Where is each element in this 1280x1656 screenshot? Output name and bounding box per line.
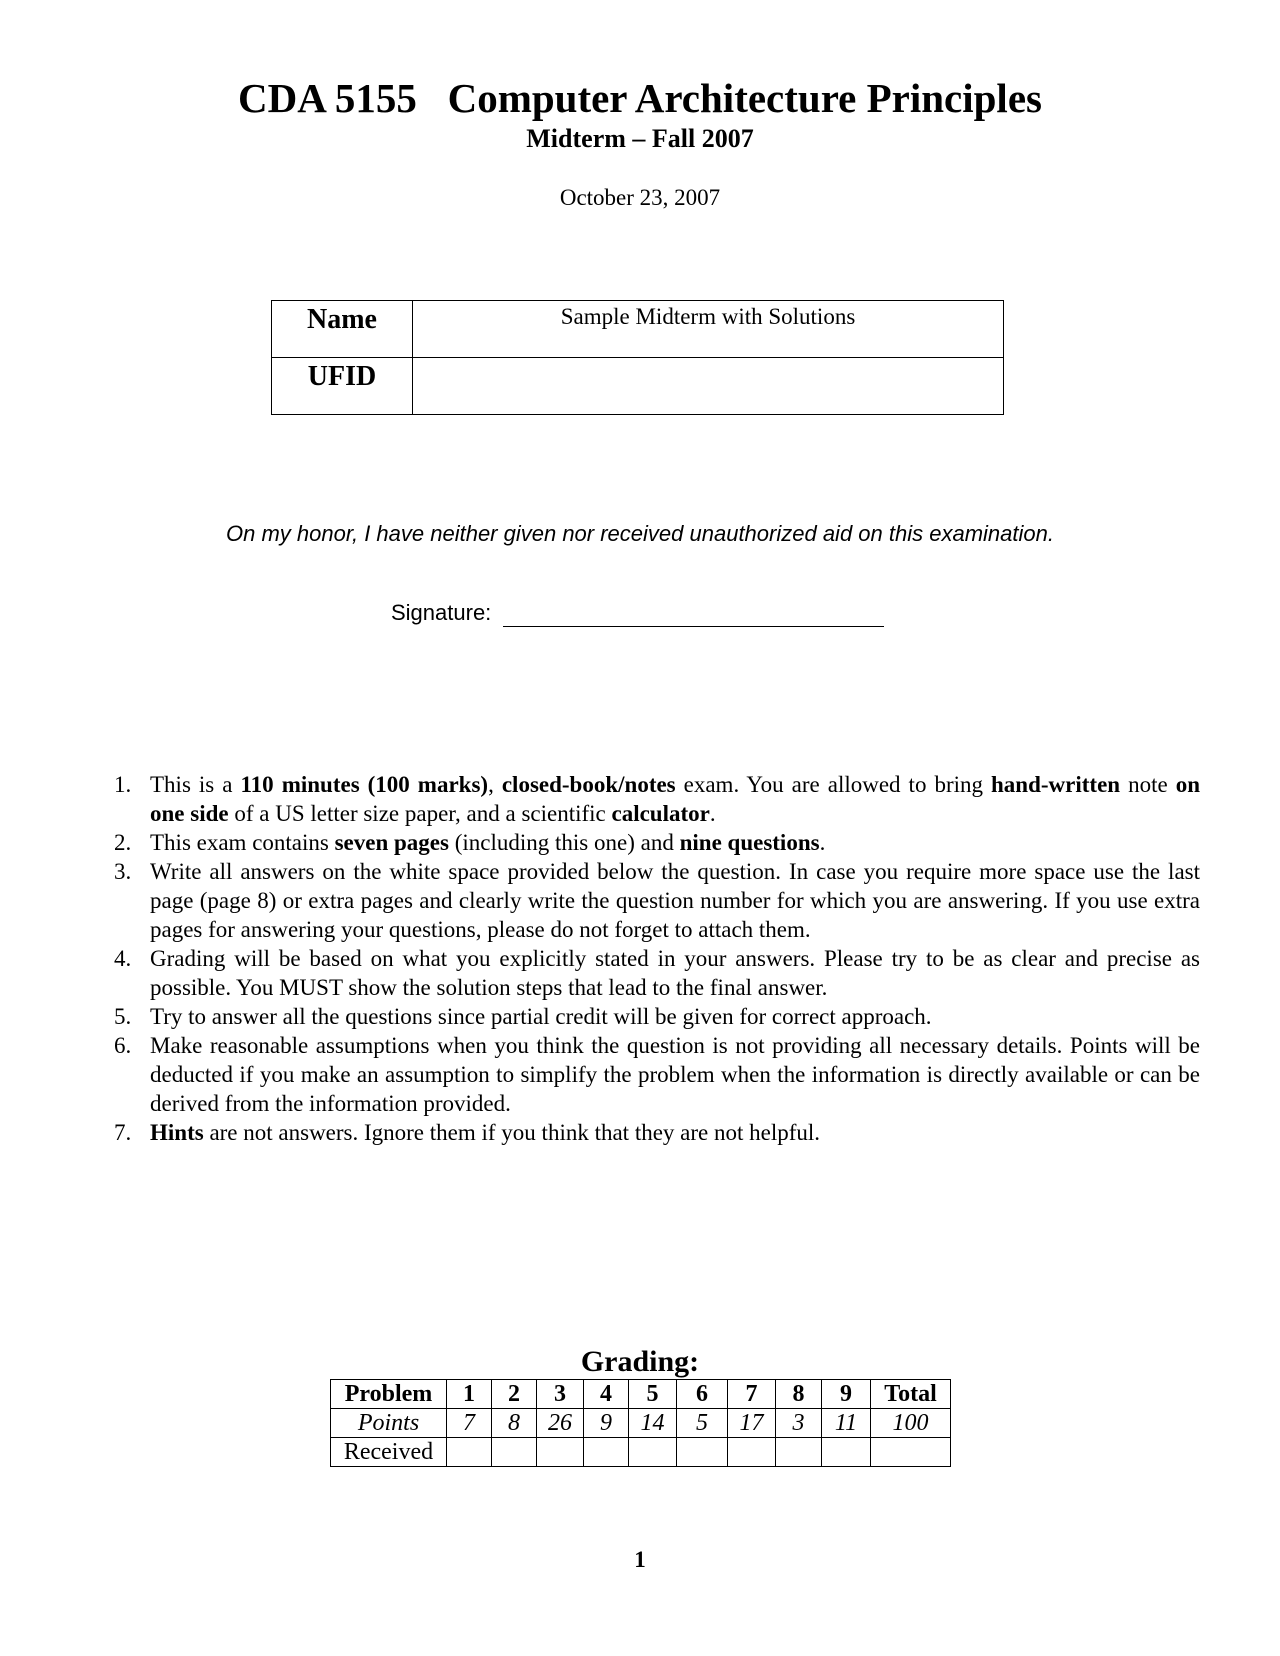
received-cell[interactable] [492,1438,537,1467]
instruction-fragment: Make reasonable assumptions when you think the question is not providing all necessary details. Points will be deducted if you make an assumption to simplify the problem when the information is directly available or can be derived from the information provided. [150,1033,1200,1116]
instruction-fragment: Write all answers on the white space provided below the question. In case you require more space use the last page (page 8) or extra pages and clearly write the question number for which you are answering. If you use extra pages for answering your questions, please do not forget to attach them. [150,859,1200,942]
instruction-emphasis: closed-book/notes [501,772,676,797]
received-cell[interactable] [822,1438,871,1467]
instruction-number: 1. [114,772,132,797]
received-label: Received [331,1438,447,1467]
instruction-number: 5. [114,1004,132,1029]
received-cell[interactable] [629,1438,677,1467]
exam-subtitle: Midterm – Fall 2007 [526,124,754,153]
instruction-emphasis: hand-written [991,772,1121,797]
instruction-item [108,1118,1200,1147]
instruction-text [150,1002,1200,1031]
problem-number-cell: 7 [728,1380,776,1409]
instruction-fragment: Try to answer all the questions since partial credit will be given for correct approach. [150,1004,932,1029]
points-cell: 17 [728,1409,776,1438]
points-cell: 14 [629,1409,677,1438]
instruction-item [108,857,1200,944]
instruction-text [150,857,1200,944]
instruction-fragment: Grading will be based on what you explicitly stated in your answers. Please try to be as clear and precise as possible. You MUST show the solution steps that lead to the final answer. [150,946,1200,1000]
instruction-fragment: . [819,830,826,855]
grading-row-problem [331,1380,951,1409]
instruction-number: 6. [114,1033,132,1058]
instruction-item [108,1002,1200,1031]
instruction-item [108,770,1200,828]
student-id-table [271,300,1004,415]
total-received-cell[interactable] [871,1438,951,1467]
instruction-fragment: note [1120,772,1176,797]
received-cell[interactable] [728,1438,776,1467]
instruction-text [150,1118,1200,1147]
instruction-fragment: This exam contains [150,830,335,855]
instruction-number: 3. [114,859,132,884]
points-cell: 5 [677,1409,728,1438]
grading-table [330,1379,951,1467]
problem-number-cell: 4 [584,1380,629,1409]
points-cell: 26 [537,1409,584,1438]
instruction-number: 7. [114,1120,132,1145]
instructions-list [108,770,1200,1147]
points-cell: 11 [822,1409,871,1438]
grading-title: Grading: [580,1345,700,1378]
points-cell: 7 [447,1409,492,1438]
page-number: 1 [634,1547,646,1572]
instruction-emphasis: Hints [150,1120,204,1145]
instruction-text [150,770,1200,828]
problem-number-cell: 3 [537,1380,584,1409]
points-cell: 8 [492,1409,537,1438]
instruction-fragment: are not answers. Ignore them if you think that they are not helpful. [203,1120,821,1145]
received-cell[interactable] [584,1438,629,1467]
problem-number-cell: 5 [629,1380,677,1409]
points-cell: 9 [584,1409,629,1438]
honor-statement: On my honor, I have neither given nor received unauthorized aid on this examination. [226,521,1054,546]
instruction-emphasis: on one side [150,772,1200,826]
course-title: CDA 5155 Computer Architecture Principles [238,75,1042,121]
instruction-emphasis: seven pages [334,830,449,855]
instruction-item [108,944,1200,1002]
grading-row-points [331,1409,951,1438]
instruction-item [108,828,1200,857]
instruction-text [150,1031,1200,1118]
problem-number-cell: 1 [447,1380,492,1409]
ufid-field[interactable] [413,358,1004,415]
problem-number-cell: 8 [776,1380,822,1409]
instruction-emphasis: calculator [611,801,710,826]
instruction-text [150,828,1200,857]
instruction-fragment: , [488,772,502,797]
instruction-item [108,1031,1200,1118]
instruction-fragment: This is a [150,772,241,797]
problem-number-cell: 6 [677,1380,728,1409]
instruction-fragment: exam. You are allowed to bring [675,772,992,797]
problem-number-cell: 9 [822,1380,871,1409]
name-row [272,301,1004,358]
instruction-fragment: (including this one) and [448,830,680,855]
instruction-number: 2. [114,830,132,855]
total-label: Total [871,1380,951,1409]
instruction-text [150,944,1200,1002]
ufid-row [272,358,1004,415]
signature-line[interactable] [503,626,884,627]
problem-number-cell: 2 [492,1380,537,1409]
signature-label: Signature: [391,600,492,625]
name-label: Name [272,301,413,358]
problem-label: Problem [331,1380,447,1409]
grading-row-received [331,1438,951,1467]
total-points-cell: 100 [871,1409,951,1438]
instruction-emphasis: 110 minutes (100 marks) [240,772,489,797]
received-cell[interactable] [776,1438,822,1467]
ufid-label: UFID [272,358,413,415]
instruction-emphasis: nine questions [679,830,820,855]
name-field[interactable]: Sample Midterm with Solutions [413,301,1004,358]
received-cell[interactable] [447,1438,492,1467]
points-cell: 3 [776,1409,822,1438]
received-cell[interactable] [677,1438,728,1467]
instruction-number: 4. [114,946,132,971]
instruction-fragment: . [709,801,716,826]
exam-date: October 23, 2007 [559,185,721,210]
points-label: Points [331,1409,447,1438]
instruction-fragment: of a US letter size paper, and a scientific [228,801,612,826]
received-cell[interactable] [537,1438,584,1467]
